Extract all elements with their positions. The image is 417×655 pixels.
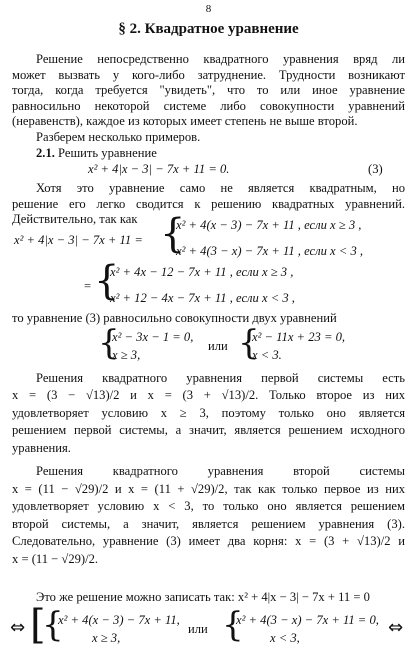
final-system-1-condition: x ≥ 3, — [92, 631, 121, 645]
simplified-case-1: x² + 4x − 12 − 7x + 11 , если x ≥ 3 , — [110, 265, 294, 279]
text-line: может вызвать у кого-либо затруднение. Трудности возникают — [12, 67, 405, 82]
left-brace: { — [160, 211, 186, 257]
expansion-lhs: x² + 4|x − 3| − 7x + 11 = — [14, 233, 143, 247]
system-2-condition: x < 3. — [252, 348, 282, 362]
example-task: Решить уравнение — [58, 146, 157, 160]
left-brace: { — [42, 605, 64, 645]
paragraph-not-quadratic: Хотя это уравнение само не является квадратным, но решение его легко сводится к решению квадратных уравнений. Действительно, так как — [12, 181, 405, 227]
text-line: Решение непосредственно квадратного уравнения вряд ли — [36, 52, 405, 66]
or-word: или — [208, 339, 228, 353]
left-brace: { — [238, 323, 260, 363]
system-2-equation: x² − 11x + 23 = 0, — [252, 330, 346, 344]
final-system-1-equation: x² + 4(x − 3) − 7x + 11, — [58, 613, 180, 627]
final-system-2-condition: x < 3, — [270, 631, 300, 645]
simplified-case-2: x² + 12 − 4x − 7x + 11 , если x < 3 , — [110, 291, 295, 305]
text-line: (неравенств), каждое из которых имеет степень не выше второй. — [12, 114, 358, 129]
left-bracket: [ — [30, 602, 46, 648]
intro-paragraph — [12, 52, 405, 130]
paragraph-solutions-2: Решения квадратного уравнения второй системы x = (11 − √29)/2 и x = (11 + √29)/2, так как только первое из них удовлетворяет условию x < 3, то только оно является решением второй системы, а значит, является решением уравнения (3). Следовательно, уравнение (3) имеет два корня: x = (3 + √13)/2 и x = (11 − √29)/2. — [12, 464, 405, 566]
paragraph-solutions-1: Решения квадратного уравнения первой системы есть x = (3 − √13)/2 и x = (3 + √13)/2. Только второе из них удовлетворяет условию x ≥ 3, поэтому только оно является решением первой системы, а значит, является решением исходного уравнения. — [12, 371, 405, 455]
examples-intro: Разберем несколько примеров. — [36, 130, 201, 144]
equation-number: (3) — [368, 162, 383, 176]
final-or-word: или — [188, 622, 208, 636]
equivalence-arrow-right: ⇔ — [388, 617, 404, 638]
text-line: равносильно некоторой системе либо совокупности уравнений — [12, 98, 405, 113]
paragraph-equivalent: то уравнение (3) равносильно совокупности двух уравнений — [12, 311, 337, 325]
example-header — [12, 146, 405, 162]
text-line: тогда, когда требуется "увидеть", что то или иное уравнение — [12, 83, 405, 98]
equivalence-arrow-left: ⇔ — [10, 617, 26, 638]
system-1-equation: x² − 3x − 1 = 0, — [112, 330, 194, 344]
section-title: § 2. Квадратное уравнение — [118, 21, 299, 37]
equals-sign: = — [84, 279, 92, 293]
paragraph-same-solution: Это же решение можно записать так: x² + 4|x − 3| − 7x + 11 = 0 — [36, 590, 370, 604]
left-brace: { — [222, 605, 244, 645]
expansion-case-1: x² + 4(x − 3) − 7x + 11 , если x ≥ 3 , — [176, 218, 362, 232]
system-1-condition: x ≥ 3, — [112, 348, 141, 362]
example-label: 2.1. — [36, 146, 55, 160]
expansion-case-2: x² + 4(3 − x) − 7x + 11 , если x < 3 , — [176, 244, 364, 258]
equation-3: x² + 4|x − 3| − 7x + 11 = 0. — [88, 162, 230, 176]
page-number: 8 — [205, 3, 212, 15]
left-brace: { — [94, 258, 120, 304]
left-brace: { — [98, 323, 120, 363]
final-system-2-equation: x² + 4(3 − x) − 7x + 11 = 0, — [236, 613, 379, 627]
